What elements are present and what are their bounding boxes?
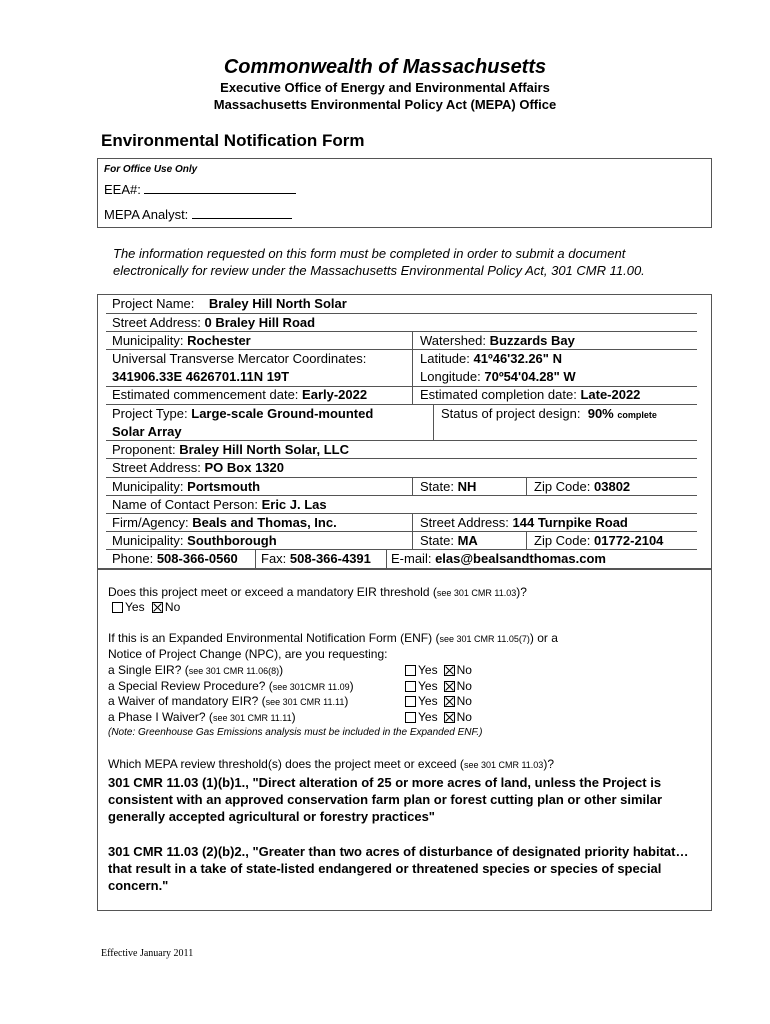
utm-label: Universal Transverse Mercator Coordinates: [112, 351, 367, 366]
utm-value [112, 368, 289, 385]
street-label: Street Address: [112, 460, 201, 475]
form-title: Environmental Notification Form [101, 131, 365, 150]
contact-state-value: MA [457, 533, 478, 548]
col-divider [412, 477, 413, 495]
muni-label: Municipality: [112, 333, 184, 348]
office-use-label: For Office Use Only [104, 164, 198, 175]
eea-input-line[interactable] [144, 181, 296, 194]
phone-label: Phone: [112, 551, 154, 566]
completion-row [420, 386, 640, 403]
sub3-close: ) [344, 694, 349, 708]
special-review-answer [405, 679, 472, 693]
waiver-question [108, 694, 348, 708]
q2-text: If this is an Expanded Environmental Notification Form (ENF) ( [108, 631, 440, 645]
email-value: elas@bealsandthomas.com [435, 551, 606, 566]
npc-question: Notice of Project Change (NPC), are you requesting: [108, 647, 388, 661]
state-label: State: [420, 533, 454, 548]
office-line: Massachusetts Environmental Policy Act (MEPA) Office [213, 97, 557, 112]
sub4-text: a Phase I Waiver? ( [108, 710, 213, 724]
no-label: No [456, 694, 472, 708]
sub3-ref: see 301 CMR 11.11 [265, 697, 345, 707]
project-muni-value: Rochester [187, 333, 251, 348]
muni-label: Municipality: [112, 533, 184, 548]
col-divider [412, 513, 413, 549]
q1-text: Does this project meet or exceed a mandatory EIR threshold ( [108, 585, 437, 599]
document-title: Commonwealth of Massachusetts [223, 56, 547, 78]
project-name-value: Braley Hill North Solar [208, 296, 347, 311]
agency-line: Executive Office of Energy and Environmental Affairs [220, 80, 550, 95]
proponent-state-row [420, 478, 476, 495]
thresholds-question [108, 757, 554, 771]
project-name-label: Project Name: [112, 296, 195, 311]
proponent-zip-row [534, 478, 630, 495]
col-divider [386, 549, 387, 568]
col-divider [255, 549, 256, 568]
eea-field[interactable] [104, 181, 296, 197]
proponent-state-value: NH [457, 479, 477, 494]
sub1-close: ) [279, 663, 284, 677]
yes-label: Yes [418, 679, 438, 693]
analyst-label: MEPA Analyst: [104, 207, 189, 222]
project-type-line2 [112, 423, 182, 440]
contact-state-row [420, 532, 478, 549]
project-type-value: Large-scale Ground-mounted [191, 406, 374, 421]
analyst-input-line[interactable] [192, 206, 292, 219]
zip-label: Zip Code: [534, 533, 591, 548]
latitude-value: 41º46'32.26" N [473, 351, 562, 366]
yes-label: Yes [418, 710, 438, 724]
contact-name-label: Name of Contact Person: [112, 497, 258, 512]
q3-ref: see 301 CMR 11.03 [463, 760, 544, 770]
commence-label: Estimated commencement date: [112, 387, 299, 402]
no-checkbox-checked[interactable] [444, 712, 455, 723]
utm-value-text: 341906.33E 4626701.11N 19T [112, 369, 290, 384]
no-checkbox-checked[interactable] [152, 602, 163, 613]
phone-value: 508-366-0560 [156, 551, 238, 566]
no-label: No [456, 710, 472, 724]
col-divider [526, 531, 527, 549]
q3-text: Which MEPA review threshold(s) does the project meet or exceed ( [108, 757, 464, 771]
commence-row [112, 386, 367, 403]
contact-zip-value: 01772-2104 [594, 533, 664, 548]
sub3-text: a Waiver of mandatory EIR? ( [108, 694, 266, 708]
project-street-value: 0 Braley Hill Road [204, 315, 316, 330]
watershed-row [420, 332, 575, 349]
contact-name-value: Eric J. Las [261, 497, 327, 512]
completion-label: Estimated completion date: [420, 387, 577, 402]
yes-checkbox[interactable] [112, 602, 123, 613]
contact-muni-row [112, 532, 277, 549]
firm-label: Firm/Agency: [112, 515, 189, 530]
latitude-row [420, 350, 562, 367]
sub2-ref: see 301CMR 11.09 [272, 682, 350, 692]
phone-row [112, 550, 238, 567]
expanded-enf-question [108, 631, 558, 645]
commence-value: Early-2022 [302, 387, 368, 402]
contact-zip-row [534, 532, 663, 549]
q3-end: )? [543, 757, 554, 771]
footer-effective-date: Effective January 2011 [101, 948, 194, 959]
no-label: No [456, 663, 472, 677]
sub4-close: ) [291, 710, 296, 724]
zip-label: Zip Code: [534, 479, 591, 494]
design-status-label: Status of project design: [441, 406, 581, 421]
project-name-row [112, 295, 347, 312]
latitude-label: Latitude: [420, 351, 470, 366]
longitude-label: Longitude: [420, 369, 481, 384]
single-eir-answer [405, 663, 472, 677]
threshold-1: 301 CMR 11.03 (1)(b)1., "Direct alteration of 25 or more acres of land, unless the Project is consistent with an approved conservation farm plan or forest cutting plan or other similar generally accepted agricultural or forestry practices" [108, 775, 663, 824]
watershed-label: Watershed: [420, 333, 486, 348]
yes-checkbox[interactable] [405, 681, 416, 692]
fax-row [261, 550, 371, 567]
no-label: No [456, 679, 472, 693]
yes-label: Yes [125, 600, 145, 614]
phase1-waiver-question [108, 710, 296, 724]
yes-label: Yes [418, 663, 438, 677]
project-type-row [112, 405, 373, 422]
longitude-row [420, 368, 576, 385]
intro-text: The information requested on this form must be completed in order to submit a document electronically for review under the Massachusetts Environmental Policy Act, 301 CMR 11.00. [113, 246, 645, 278]
project-muni-row [112, 332, 251, 349]
contact-name-row [112, 496, 327, 513]
proponent-zip-value: 03802 [594, 479, 631, 494]
muni-label: Municipality: [112, 479, 184, 494]
yes-checkbox[interactable] [405, 665, 416, 676]
waiver-answer [405, 694, 472, 708]
col-divider [412, 331, 413, 404]
completion-value: Late-2022 [580, 387, 641, 402]
q1-ref: see 301 CMR 11.03 [436, 588, 517, 598]
q2-end: ) or a [529, 631, 558, 645]
no-checkbox-checked[interactable] [444, 681, 455, 692]
project-street-row [112, 314, 315, 331]
q1-end: )? [516, 585, 527, 599]
proponent-value: Braley Hill North Solar, LLC [179, 442, 349, 457]
street-label: Street Address: [420, 515, 509, 530]
no-checkbox-checked[interactable] [444, 665, 455, 676]
proponent-street-value: PO Box 1320 [204, 460, 285, 475]
office-use-box [97, 158, 712, 228]
eea-label: EEA#: [104, 182, 141, 197]
state-label: State: [420, 479, 454, 494]
sub1-text: a Single EIR? ( [108, 663, 189, 677]
single-eir-question [108, 663, 283, 677]
mandatory-eir-question [108, 585, 527, 599]
yes-label: Yes [418, 694, 438, 708]
proponent-row [112, 441, 349, 458]
fax-value: 508-366-4391 [289, 551, 371, 566]
design-status-suffix: complete [617, 410, 657, 420]
project-type-label: Project Type: [112, 406, 188, 421]
contact-street-row [420, 514, 628, 531]
proponent-muni-value: Portsmouth [187, 479, 261, 494]
yes-checkbox[interactable] [405, 712, 416, 723]
no-checkbox-checked[interactable] [444, 696, 455, 707]
firm-value: Beals and Thomas, Inc. [192, 515, 337, 530]
sub2-text: a Special Review Procedure? ( [108, 679, 273, 693]
col-divider [433, 404, 434, 440]
q2-ref: see 301 CMR 11.05(7) [439, 634, 530, 644]
email-row [391, 550, 606, 567]
sub1-ref: see 301 CMR 11.06(8) [188, 666, 280, 676]
analyst-field[interactable] [104, 206, 292, 222]
no-label: No [164, 600, 181, 614]
mandatory-eir-answer [112, 600, 180, 614]
firm-row [112, 514, 337, 531]
sub4-ref: see 301 CMR 11.11 [212, 713, 292, 723]
sub2-close: ) [349, 679, 354, 693]
email-label: E-mail: [391, 551, 432, 566]
design-status-pct: 90% [587, 406, 614, 421]
proponent-street-row [112, 459, 284, 476]
ghg-note: (Note: Greenhouse Gas Emissions analysis must be included in the Expanded ENF.) [108, 727, 483, 738]
phase1-waiver-answer [405, 710, 472, 724]
threshold-2: 301 CMR 11.03 (2)(b)2., "Greater than two acres of disturbance of designated priority habitat…that result in a take of state-listed endangered or threatened species or species of special concern." [108, 844, 689, 893]
contact-street-value: 144 Turnpike Road [512, 515, 628, 530]
special-review-question [108, 679, 354, 693]
contact-muni-value: Southborough [187, 533, 277, 548]
col-divider [526, 477, 527, 495]
street-label: Street Address: [112, 315, 201, 330]
design-status-row [441, 405, 657, 424]
yes-checkbox[interactable] [405, 696, 416, 707]
proponent-label: Proponent: [112, 442, 176, 457]
project-type-value-2: Solar Array [112, 424, 182, 439]
fax-label: Fax: [261, 551, 287, 566]
longitude-value: 70º54'04.28" W [484, 369, 576, 384]
watershed-value: Buzzards Bay [489, 333, 575, 348]
proponent-muni-row [112, 478, 260, 495]
